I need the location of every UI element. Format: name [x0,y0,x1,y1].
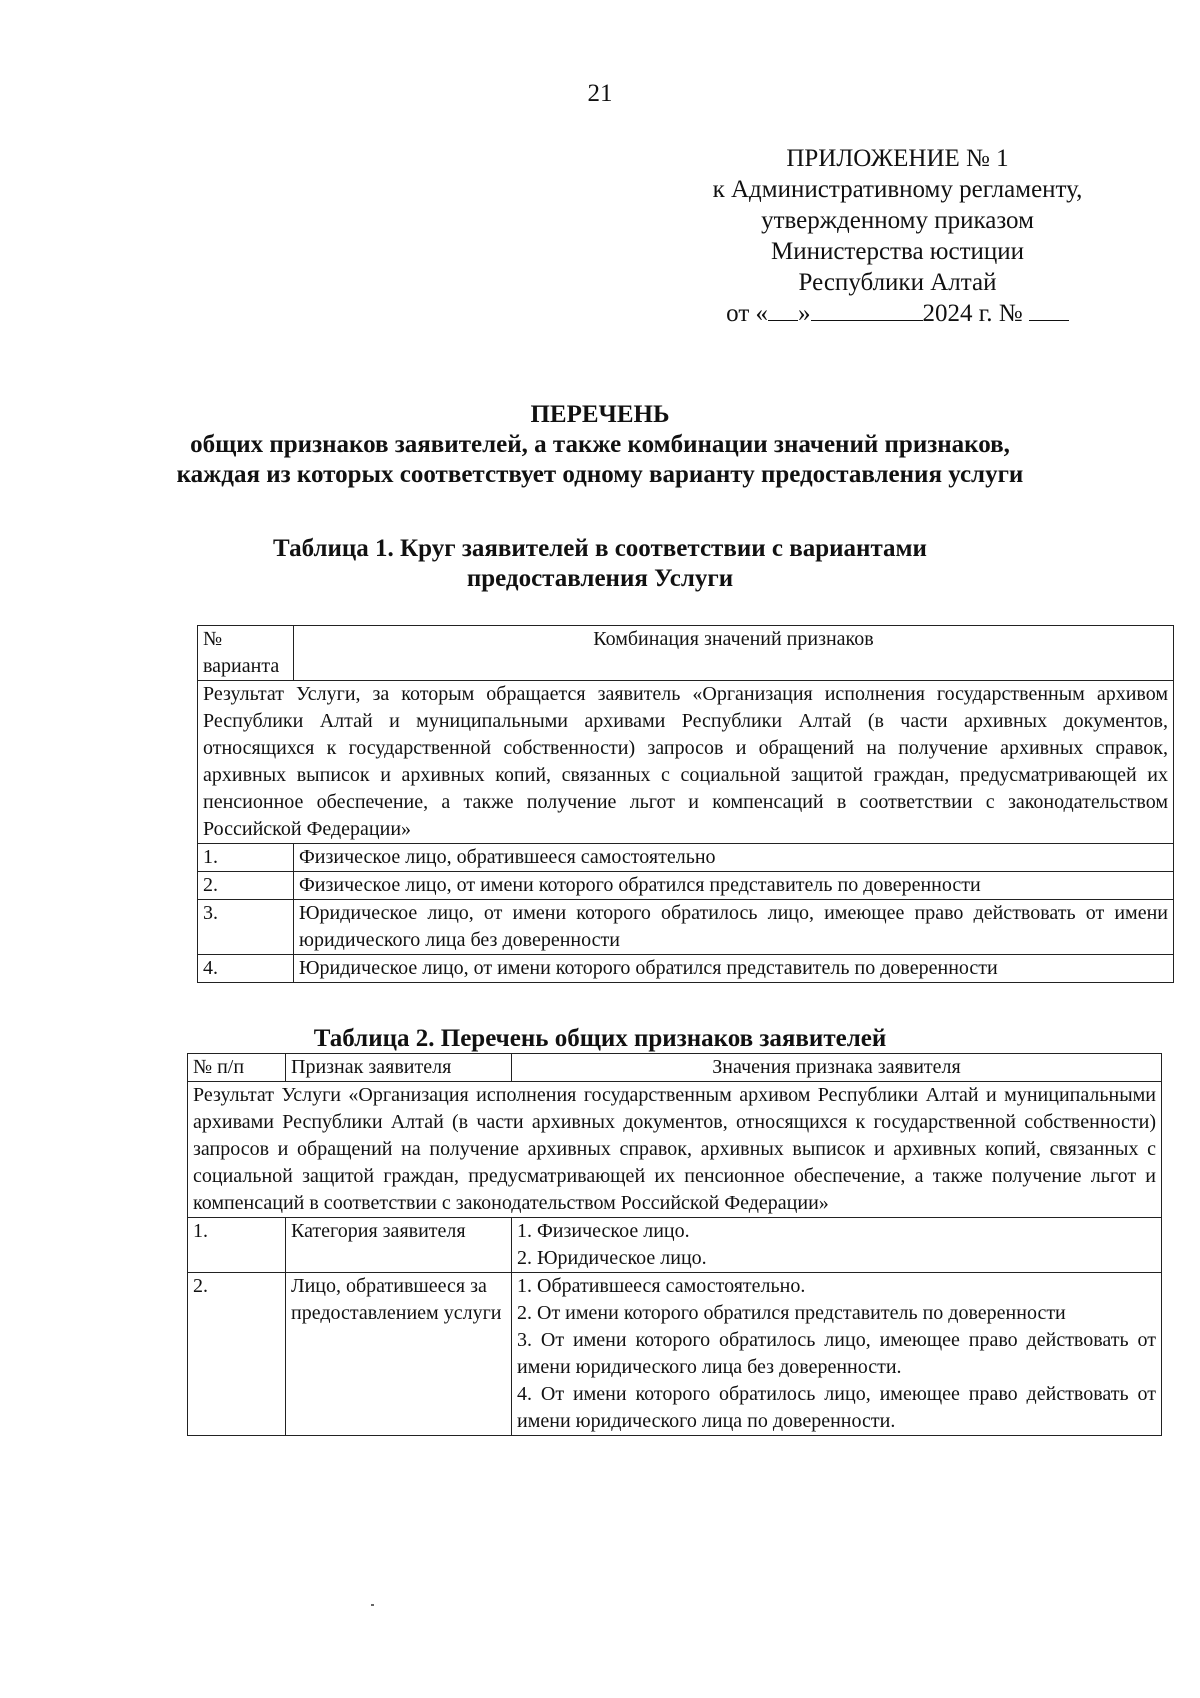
header-combination: Комбинация значений признаков [294,626,1174,681]
appendix-date-line [660,298,1135,329]
header-num-word: варианта [203,655,280,677]
table2-caption: Таблица 2. Перечень общих признаков заявителей [313,1025,887,1052]
heading-title: ПЕРЕЧЕНЬ [530,401,670,428]
table-row [198,844,1174,872]
table-result-row [198,681,1174,844]
appendix-line-republic: Республики Алтай [798,269,997,296]
header-row-number: № п/п [188,1054,286,1082]
variant-number: 4. [198,955,294,983]
sign-name: Лицо, обратившееся за предоставлением услуги [286,1273,512,1436]
sign-name: Категория заявителя [286,1218,512,1273]
date-year: 2024 г. № [922,300,1023,327]
sign-value-item: 2. Юридическое лицо. [517,1247,707,1269]
document-heading [150,400,1050,490]
variant-description: Физическое лицо, обратившееся самостоятельно [294,844,1174,872]
table-header-row [188,1054,1162,1082]
header-sign: Признак заявителя [286,1054,512,1082]
sign-value-item: 3. От имени которого обратилось лицо, имеющее право действовать от имени юридического лица без доверенности. [517,1329,1156,1378]
sign-values [512,1218,1162,1273]
date-day-blank [768,319,798,321]
appendix-line-regulation: к Административному регламенту, [712,176,1083,203]
page-number: 21 [587,80,613,107]
variant-number: 1. [198,844,294,872]
variant-number: 3. [198,900,294,955]
scan-speck [371,1604,374,1606]
table1-caption-line-1: Таблица 1. Круг заявителей в соответствии с вариантами [273,535,927,562]
variant-description: Юридическое лицо, от имени которого обратилось лицо, имеющее право действовать от имени юридического лица без доверенности [294,900,1174,955]
variant-description: Юридическое лицо, от имени которого обратился представитель по доверенности [294,955,1174,983]
sign-value-item: 2. От имени которого обратился представитель по доверенности [517,1302,1066,1324]
table-row [198,872,1174,900]
table1-caption-line-2: предоставления Услуги [466,565,734,592]
sign-value-item: 4. От имени которого обратилось лицо, имеющее право действовать от имени юридического лица по доверенности. [517,1383,1156,1432]
variant-description: Физическое лицо, от имени которого обратился представитель по доверенности [294,872,1174,900]
table-row [188,1218,1162,1273]
result-description: Результат Услуги, за которым обращается заявитель «Организация исполнения государственным архивом Республики Алтай и муниципальными архивами Республики Алтай (в части архивных документов, относящихся к государственной собственности) запросов и обращений на получение архивных справок, архивных выписок и архивных копий, связанных с социальной защитой граждан, предусматривающей их пенсионное обеспечение, а также получение льгот и компенсаций в соответствии с законодательством Российской Федерации» [198,681,1174,844]
result-description: Результат Услуги «Организация исполнения государственным архивом Республики Алтай и муниципальными архивами Республики Алтай (в части архивных документов, относящихся к государственной собственности) запросов и обращений на получение архивных справок, архивных выписок и архивных копий, связанных с социальной защитой граждан, предусматривающей их пенсионное обеспечение, а также получение льгот и компенсаций в соответствии с законодательством Российской Федерации» [188,1082,1162,1218]
sign-value-item: 1. Обратившееся самостоятельно. [517,1275,806,1297]
table-header-row [198,626,1174,681]
variant-number: 2. [198,872,294,900]
table1-caption [150,534,1050,594]
appendix-line-ministry: Министерства юстиции [770,238,1025,265]
appendix-title: ПРИЛОЖЕНИЕ № 1 [786,145,1009,172]
header-sign-values: Значения признака заявителя [512,1054,1162,1082]
header-num-sign: № [203,628,223,650]
order-number-blank [1029,319,1069,321]
sign-values [512,1273,1162,1436]
sign-number: 1. [188,1218,286,1273]
table-row [198,955,1174,983]
sign-number: 2. [188,1273,286,1436]
header-variant-number [198,626,294,681]
appendix-line-approved: утвержденному приказом [761,207,1034,234]
sign-value-item: 1. Физическое лицо. [517,1220,690,1242]
date-month-blank [811,319,923,321]
table-row [198,900,1174,955]
heading-subtitle-2: каждая из которых соответствует одному варианту предоставления услуги [176,461,1024,488]
appendix-block [660,143,1135,329]
table-applicant-variants [197,625,1174,983]
table-result-row [188,1082,1162,1218]
table-row [188,1273,1162,1436]
table-applicant-signs [187,1053,1162,1436]
date-mid: » [798,300,811,327]
date-prefix: от « [726,300,769,327]
heading-subtitle-1: общих признаков заявителей, а также комбинации значений признаков, [190,431,1010,458]
